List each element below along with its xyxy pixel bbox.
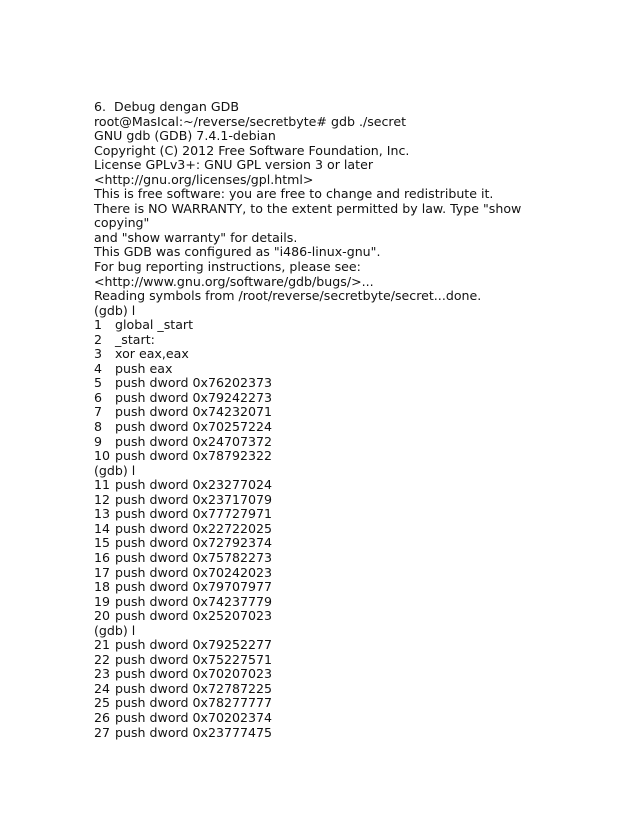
- line-code: push dword 0x24707372: [115, 433, 273, 449]
- gdb-prompt: (gdb) l: [94, 622, 136, 638]
- intro-line: <http://www.gnu.org/software/gdb/bugs/>...: [94, 273, 374, 289]
- source-line: [94, 667, 534, 682]
- intro-line: GNU gdb (GDB) 7.4.1-debian: [94, 128, 276, 144]
- source-line: [94, 653, 534, 668]
- line-number: 5: [94, 375, 103, 391]
- line-code: push dword 0x79242273: [115, 389, 273, 405]
- line-code: xor eax,eax: [115, 346, 189, 362]
- line-code: push dword 0x74232071: [115, 404, 273, 420]
- line-code: push dword 0x72792374: [115, 535, 273, 551]
- intro-line: This is free software: you are free to change and redistribute it.: [94, 186, 494, 202]
- line-code: push eax: [115, 360, 173, 376]
- line-number: 15: [94, 535, 111, 551]
- line-number: 1: [94, 317, 103, 333]
- line-number: 9: [94, 433, 103, 449]
- line-number: 17: [94, 564, 111, 580]
- line-number: 27: [94, 724, 111, 740]
- line-code: push dword 0x78277777: [115, 695, 273, 711]
- line-code: push dword 0x79707977: [115, 579, 273, 595]
- line-code: push dword 0x70207023: [115, 666, 273, 682]
- line-code: push dword 0x75227571: [115, 651, 273, 667]
- source-line: [94, 493, 534, 508]
- line-code: push dword 0x70202374: [115, 709, 273, 725]
- line-number: 21: [94, 637, 111, 653]
- line-code: push dword 0x23777475: [115, 724, 273, 740]
- source-line: [94, 580, 534, 595]
- intro-line: Reading symbols from /root/reverse/secretbyte/secret...done.: [94, 288, 482, 304]
- source-line: [94, 391, 534, 406]
- line-number: 6: [94, 389, 103, 405]
- intro-line: and "show warranty" for details.: [94, 229, 298, 245]
- line-code: push dword 0x76202373: [115, 375, 273, 391]
- line-number: 10: [94, 448, 111, 464]
- line-number: 18: [94, 579, 111, 595]
- line-code: push dword 0x79252277: [115, 637, 273, 653]
- line-code: push dword 0x77727971: [115, 506, 273, 522]
- line-code: global _start: [115, 317, 194, 333]
- source-line: [94, 435, 534, 450]
- line-number: 8: [94, 419, 103, 435]
- line-number: 16: [94, 549, 111, 565]
- line-number: 12: [94, 491, 111, 507]
- line-code: push dword 0x25207023: [115, 608, 273, 624]
- intro-line: root@MasIcal:~/reverse/secretbyte# gdb ./secret: [94, 113, 407, 129]
- line-number: 11: [94, 477, 111, 493]
- line-code: push dword 0x74237779: [115, 593, 273, 609]
- source-line: [94, 507, 534, 522]
- source-line: [94, 726, 534, 741]
- source-line: [94, 638, 534, 653]
- source-line: [94, 551, 534, 566]
- intro-line: Copyright (C) 2012 Free Software Foundation, Inc.: [94, 142, 410, 158]
- line-number: 26: [94, 709, 111, 725]
- line-code: push dword 0x72787225: [115, 680, 273, 696]
- line-number: 22: [94, 651, 111, 667]
- line-code: push dword 0x22722025: [115, 520, 273, 536]
- line-number: 25: [94, 695, 111, 711]
- source-line: [94, 566, 534, 581]
- intro-line: There is NO WARRANTY, to the extent permitted by law. Type "show copying": [94, 200, 522, 231]
- line-code: push dword 0x23717079: [115, 491, 273, 507]
- source-line: [94, 536, 534, 551]
- line-number: 24: [94, 680, 111, 696]
- line-number: 19: [94, 593, 111, 609]
- line-number: 7: [94, 404, 103, 420]
- source-line: [94, 318, 534, 333]
- intro-line: License GPLv3+: GNU GPL version 3 or later: [94, 157, 373, 173]
- source-line: [94, 682, 534, 697]
- gdb-prompt: (gdb) l: [94, 462, 136, 478]
- source-line: [94, 333, 534, 348]
- line-number: 23: [94, 666, 111, 682]
- line-number: 20: [94, 608, 111, 624]
- section-heading: 6. Debug dengan GDB: [94, 99, 239, 114]
- source-line: [94, 696, 534, 711]
- line-code: _start:: [115, 331, 155, 347]
- line-code: push dword 0x75782273: [115, 549, 273, 565]
- line-number: 4: [94, 360, 103, 376]
- source-line: [94, 376, 534, 391]
- source-line: [94, 405, 534, 420]
- source-listing: [94, 304, 534, 740]
- line-code: push dword 0x23277024: [115, 477, 273, 493]
- line-number: 14: [94, 520, 111, 536]
- line-code: push dword 0x78792322: [115, 448, 273, 464]
- line-code: push dword 0x70242023: [115, 564, 273, 580]
- gdb-intro: [94, 115, 534, 304]
- line-number: 13: [94, 506, 111, 522]
- intro-line: <http://gnu.org/licenses/gpl.html>: [94, 171, 314, 187]
- source-line: [94, 478, 534, 493]
- gdb-prompt: (gdb) l: [94, 302, 136, 318]
- document-page: [94, 100, 534, 740]
- source-line: [94, 609, 534, 624]
- source-line: [94, 362, 534, 377]
- source-line: [94, 420, 534, 435]
- source-line: [94, 711, 534, 726]
- line-number: 2: [94, 331, 103, 347]
- source-line: [94, 449, 534, 464]
- line-code: push dword 0x70257224: [115, 419, 273, 435]
- intro-line: For bug reporting instructions, please see:: [94, 259, 361, 275]
- intro-line: This GDB was configured as "i486-linux-gnu".: [94, 244, 381, 260]
- source-line: [94, 347, 534, 362]
- line-number: 3: [94, 346, 103, 362]
- source-line: [94, 522, 534, 537]
- source-line: [94, 595, 534, 610]
